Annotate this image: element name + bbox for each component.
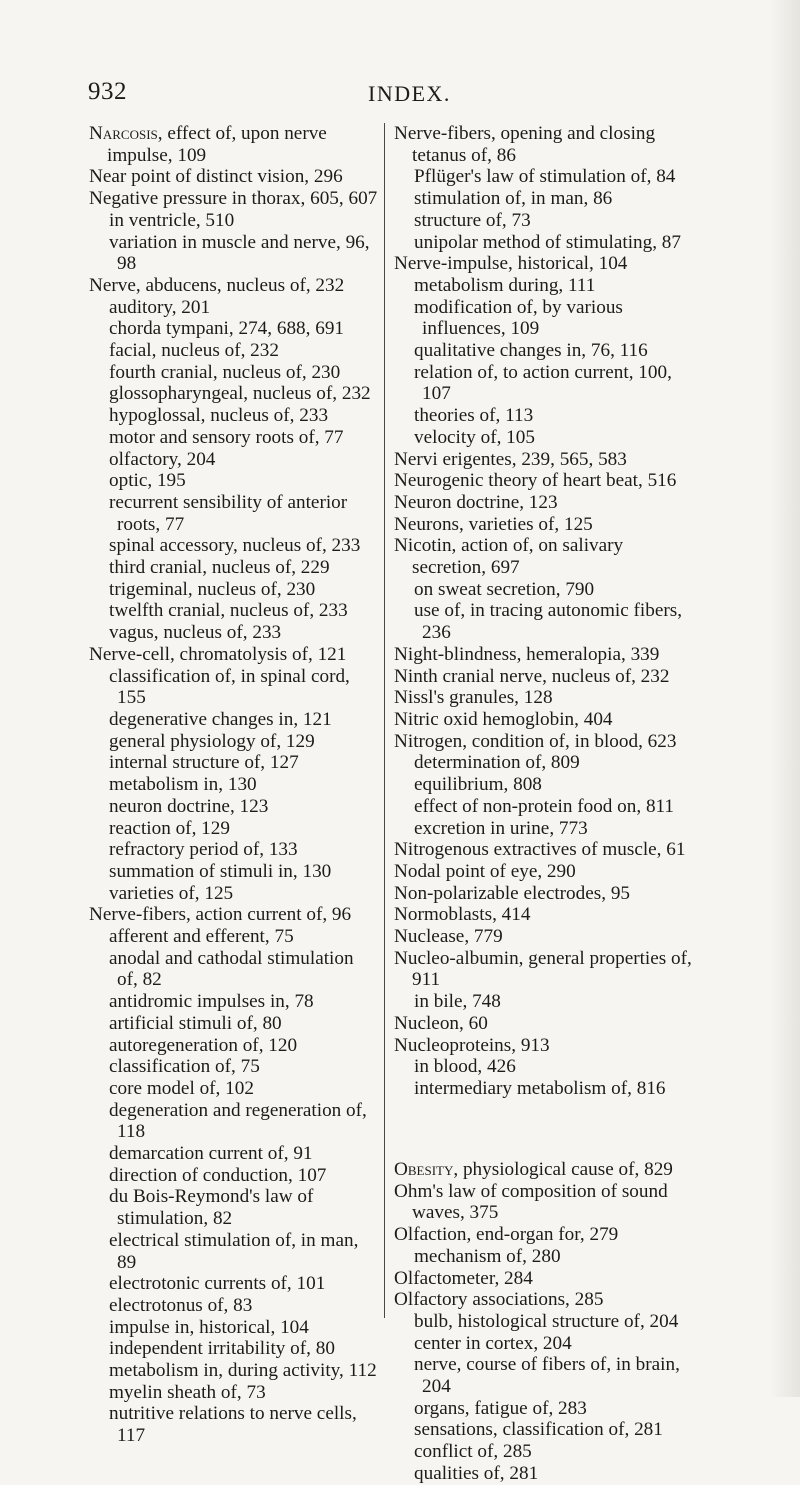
entry-keyword: Obesity, [394,1159,459,1181]
entry-text: independent irritability of, 80 [109,1338,335,1360]
index-subentry [89,796,379,818]
index-subentry [394,1078,694,1100]
entry-text: trigeminal, nucleus of, 230 [109,578,316,600]
index-subentry [89,362,379,384]
index-entry [394,535,694,578]
entry-text: velocity of, 105 [414,426,535,448]
index-entry [394,1268,694,1290]
index-entry [394,470,694,492]
index-subentry [394,818,694,840]
index-subentry [89,232,379,275]
entry-text: artificial stimuli of, 80 [109,1012,282,1034]
entry-text: physiological cause of, 829 [458,1159,673,1181]
index-subentry [394,340,694,362]
index-entry [394,644,694,666]
entry-text: modification of, by various influences, 109 [414,296,623,340]
index-entry [394,926,694,948]
index-subentry [394,1056,694,1078]
entry-text: relation of, to action current, 100, 107 [414,361,672,405]
entry-text: Nerve-fibers, action current of, 96 [89,904,352,926]
entry-text: autoregeneration of, 120 [109,1034,298,1056]
entry-text: in bile, 748 [414,991,501,1013]
index-subentry [394,1354,694,1397]
entry-text: Night-blindness, hemeralopia, 339 [394,643,660,665]
entry-text: neuron doctrine, 123 [109,795,269,817]
entry-text: anodal and cathodal stimulation of, 82 [109,947,354,991]
index-subentry [394,1441,694,1463]
index-subentry [89,383,379,405]
index-subentry [89,1382,379,1404]
entry-text: Olfaction, end-organ for, 279 [394,1224,619,1246]
index-entry [89,188,379,210]
index-subentry [394,600,694,643]
index-entry [394,123,694,166]
entry-text: varieties of, 125 [109,882,234,904]
index-subentry [89,1338,379,1360]
entry-keyword: Narcosis, [89,123,163,144]
index-subentry [89,1100,379,1143]
index-subentry [394,774,694,796]
index-subentry [89,666,379,709]
entry-text: center in cortex, 204 [414,1332,572,1354]
entry-text: on sweat secretion, 790 [414,578,595,600]
index-subentry [394,1311,694,1333]
entry-text: Nitric oxid hemoglobin, 404 [394,708,613,730]
entry-text: determination of, 809 [414,752,580,774]
entry-text: theories of, 113 [414,405,534,427]
index-subentry [89,470,379,492]
index-entry [394,1289,694,1311]
entry-text: metabolism during, 111 [414,274,596,296]
index-subentry [89,1360,379,1382]
entry-text: classification of, 75 [109,1056,260,1078]
index-subentry [89,1056,379,1078]
entry-text: general physiology of, 129 [109,730,315,752]
index-entry [394,948,694,991]
page-edge-shadow [770,0,800,1397]
entry-text: Nerve-cell, chromatolysis of, 121 [89,643,347,665]
entry-text: demarcation current of, 91 [109,1143,313,1165]
index-entry [394,709,694,731]
entry-text: reaction of, 129 [109,817,230,839]
index-subentry [89,427,379,449]
index-subentry [89,991,379,1013]
index-entry [394,449,694,471]
entry-text: Near point of distinct vision, 296 [89,166,343,188]
index-entry [89,644,379,666]
entry-text: Nuclease, 779 [394,926,503,948]
index-entry [394,687,694,709]
entry-text: core model of, 102 [109,1077,254,1099]
index-entry [89,275,379,297]
index-subentry [89,709,379,731]
column-divider [384,123,385,1318]
entry-text: Nitrogenous extractives of muscle, 61 [394,839,686,861]
entry-text: Olfactory associations, 285 [394,1289,604,1311]
entry-text: metabolism in, during activity, 112 [109,1360,377,1382]
index-entry [394,883,694,905]
entry-text: stimulation of, in man, 86 [414,188,613,210]
entry-text: Normoblasts, 414 [394,904,531,926]
index-entry [394,1181,694,1224]
entry-text: Nucleoproteins, 913 [394,1034,550,1056]
entry-text: twelfth cranial, nucleus of, 233 [109,600,348,622]
entry-text: Nissl's granules, 128 [394,687,553,709]
entry-text: Nodal point of eye, 290 [394,860,576,882]
entry-text: direction of conduction, 107 [109,1164,327,1186]
index-entry [394,1224,694,1246]
entry-text: Ninth cranial nerve, nucleus of, 232 [394,665,670,687]
index-entry [394,666,694,688]
entry-text: bulb, histological structure of, 204 [414,1310,679,1332]
entry-text: degenerative changes in, 121 [109,708,332,730]
entry-text: Neuron doctrine, 123 [394,491,558,513]
index-subentry [394,991,694,1013]
index-entry [394,731,694,753]
entry-text: classification of, in spinal cord, 155 [109,665,350,709]
page-number: 932 [88,78,127,105]
index-subentry [394,297,694,340]
index-subentry [394,1419,694,1441]
entry-text: motor and sensory roots of, 77 [109,426,344,448]
entry-text: Nitrogen, condition of, in blood, 623 [394,730,677,752]
entry-text: Nerve-fibers, opening and closing tetanus of, 86 [394,123,656,166]
index-subentry [394,1333,694,1355]
page-header [0,78,800,108]
index-subentry [89,1273,379,1295]
entry-text: qualitative changes in, 76, 116 [414,340,648,362]
entry-text: in blood, 426 [414,1056,516,1078]
entry-text: intermediary metabolism of, 816 [414,1077,666,1099]
index-subentry [89,318,379,340]
index-subentry [394,210,694,232]
entry-text: structure of, 73 [414,209,531,231]
index-subentry [89,1078,379,1100]
entry-text: electrotonus of, 83 [109,1294,253,1316]
index-entry [394,1159,694,1181]
index-entry [394,492,694,514]
entry-text: Olfactometer, 284 [394,1267,533,1289]
index-subentry [394,796,694,818]
index-subentry [89,1165,379,1187]
index-subentry [89,883,379,905]
entry-text: sensations, classification of, 281 [414,1419,663,1441]
entry-text: spinal accessory, nucleus of, 233 [109,535,361,557]
index-column-left [89,123,379,1447]
entry-text: variation in muscle and nerve, 96, 98 [109,231,370,275]
index-subentry [394,166,694,188]
index-subentry [89,492,379,535]
index-subentry [89,926,379,948]
index-subentry [394,275,694,297]
index-entry [89,904,379,926]
entry-text: fourth cranial, nucleus of, 230 [109,361,341,383]
entry-text: glossopharyngeal, nucleus of, 232 [109,383,371,405]
entry-text: effect of non-protein food on, 811 [414,795,675,817]
index-subentry [89,340,379,362]
index-subentry [89,210,379,232]
entry-text: Nervi erigentes, 239, 565, 583 [394,448,627,470]
entry-text: chorda tympani, 274, 688, 691 [109,318,345,340]
entry-text: auditory, 201 [109,296,211,318]
entry-text: Nucleo-albumin, general properties of, 911 [394,947,692,991]
entry-text: Non-polarizable electrodes, 95 [394,882,631,904]
index-subentry [89,557,379,579]
index-subentry [89,622,379,644]
entry-text: optic, 195 [109,470,186,492]
index-subentry [89,1143,379,1165]
index-column-right [394,123,694,1485]
index-entry [394,861,694,883]
entry-text: degeneration and regeneration of, 118 [109,1099,367,1143]
entry-text: Nerve, abducens, nucleus of, 232 [89,274,345,296]
index-subentry [89,861,379,883]
index-entry [394,253,694,275]
index-subentry [89,752,379,774]
entry-text: electrical stimulation of, in man, 89 [109,1229,359,1273]
entry-text: Pflüger's law of stimulation of, 84 [414,166,676,188]
entry-text: impulse in, historical, 104 [109,1316,309,1338]
index-subentry [394,405,694,427]
index-entry [394,1035,694,1057]
index-subentry [89,839,379,861]
index-subentry [394,1246,694,1268]
entry-text: in ventricle, 510 [109,209,235,231]
entry-text: nerve, course of fibers of, in brain, 204 [414,1354,680,1398]
index-subentry [89,1186,379,1229]
entry-text: nutritive relations to nerve cells, 117 [109,1403,357,1447]
index-subentry [394,1398,694,1420]
entry-text: metabolism in, 130 [109,774,257,796]
index-subentry [89,774,379,796]
index-subentry [89,1295,379,1317]
index-subentry [394,752,694,774]
index-subentry [89,600,379,622]
index-subentry [89,948,379,991]
entry-text: use of, in tracing autonomic fibers, 236 [414,600,683,644]
index-subentry [89,1317,379,1339]
entry-text: hypoglossal, nucleus of, 233 [109,405,329,427]
section-break [394,1119,694,1140]
entry-text: summation of stimuli in, 130 [109,860,332,882]
index-subentry [89,405,379,427]
entry-text: refractory period of, 133 [109,839,298,861]
entry-text: unipolar method of stimulating, 87 [414,231,681,253]
index-entry [394,514,694,536]
index-subentry [394,579,694,601]
entry-text: Nerve-impulse, historical, 104 [394,253,628,275]
index-subentry [89,818,379,840]
index-entry [394,1013,694,1035]
index-subentry [89,535,379,557]
index-subentry [394,232,694,254]
entry-text: electrotonic currents of, 101 [109,1273,326,1295]
entry-text: Nicotin, action of, on salivary secretion, 697 [394,535,624,579]
entry-text: Neurogenic theory of heart beat, 516 [394,470,677,492]
index-subentry [394,188,694,210]
entry-text: Ohm's law of composition of sound waves, 375 [394,1180,668,1224]
entry-text: myelin sheath of, 73 [109,1381,266,1403]
index-entry [89,166,379,188]
entry-text: effect of, upon nerve impulse, 109 [107,123,327,166]
entry-text: Neurons, varieties of, 125 [394,513,593,535]
index-subentry [89,731,379,753]
index-subentry [89,1013,379,1035]
entry-text: internal structure of, 127 [109,752,299,774]
index-subentry [89,297,379,319]
index-subentry [394,1463,694,1485]
index-entry [89,123,379,166]
index-entry [394,839,694,861]
entry-text: olfactory, 204 [109,448,216,470]
index-subentry [394,362,694,405]
entry-text: mechanism of, 280 [414,1245,561,1267]
entry-text: vagus, nucleus of, 233 [109,622,282,644]
entry-text: qualities of, 281 [414,1462,539,1484]
entry-text: equilibrium, 808 [414,774,542,796]
entry-text: facial, nucleus of, 232 [109,340,279,362]
entry-text: recurrent sensibility of anterior roots, 77 [109,491,348,535]
entry-text: afferent and efferent, 75 [109,926,294,948]
index-subentry [89,1403,379,1446]
entry-text: excretion in urine, 773 [414,817,588,839]
index-subentry [89,579,379,601]
index-subentry [89,1230,379,1273]
entry-text: conflict of, 285 [414,1441,532,1463]
index-subentry [89,1035,379,1057]
index-entry [394,904,694,926]
index-subentry [89,449,379,471]
entry-text: third cranial, nucleus of, 229 [109,557,330,579]
entry-text: antidromic impulses in, 78 [109,991,314,1013]
entry-text: Negative pressure in thorax, 605, 607 [89,188,378,210]
entry-text: Nucleon, 60 [394,1012,488,1034]
entry-text: du Bois-Reymond's law of stimulation, 82 [109,1186,314,1230]
index-subentry [394,427,694,449]
entry-text: organs, fatigue of, 283 [414,1397,587,1419]
running-head: INDEX. [368,81,451,106]
